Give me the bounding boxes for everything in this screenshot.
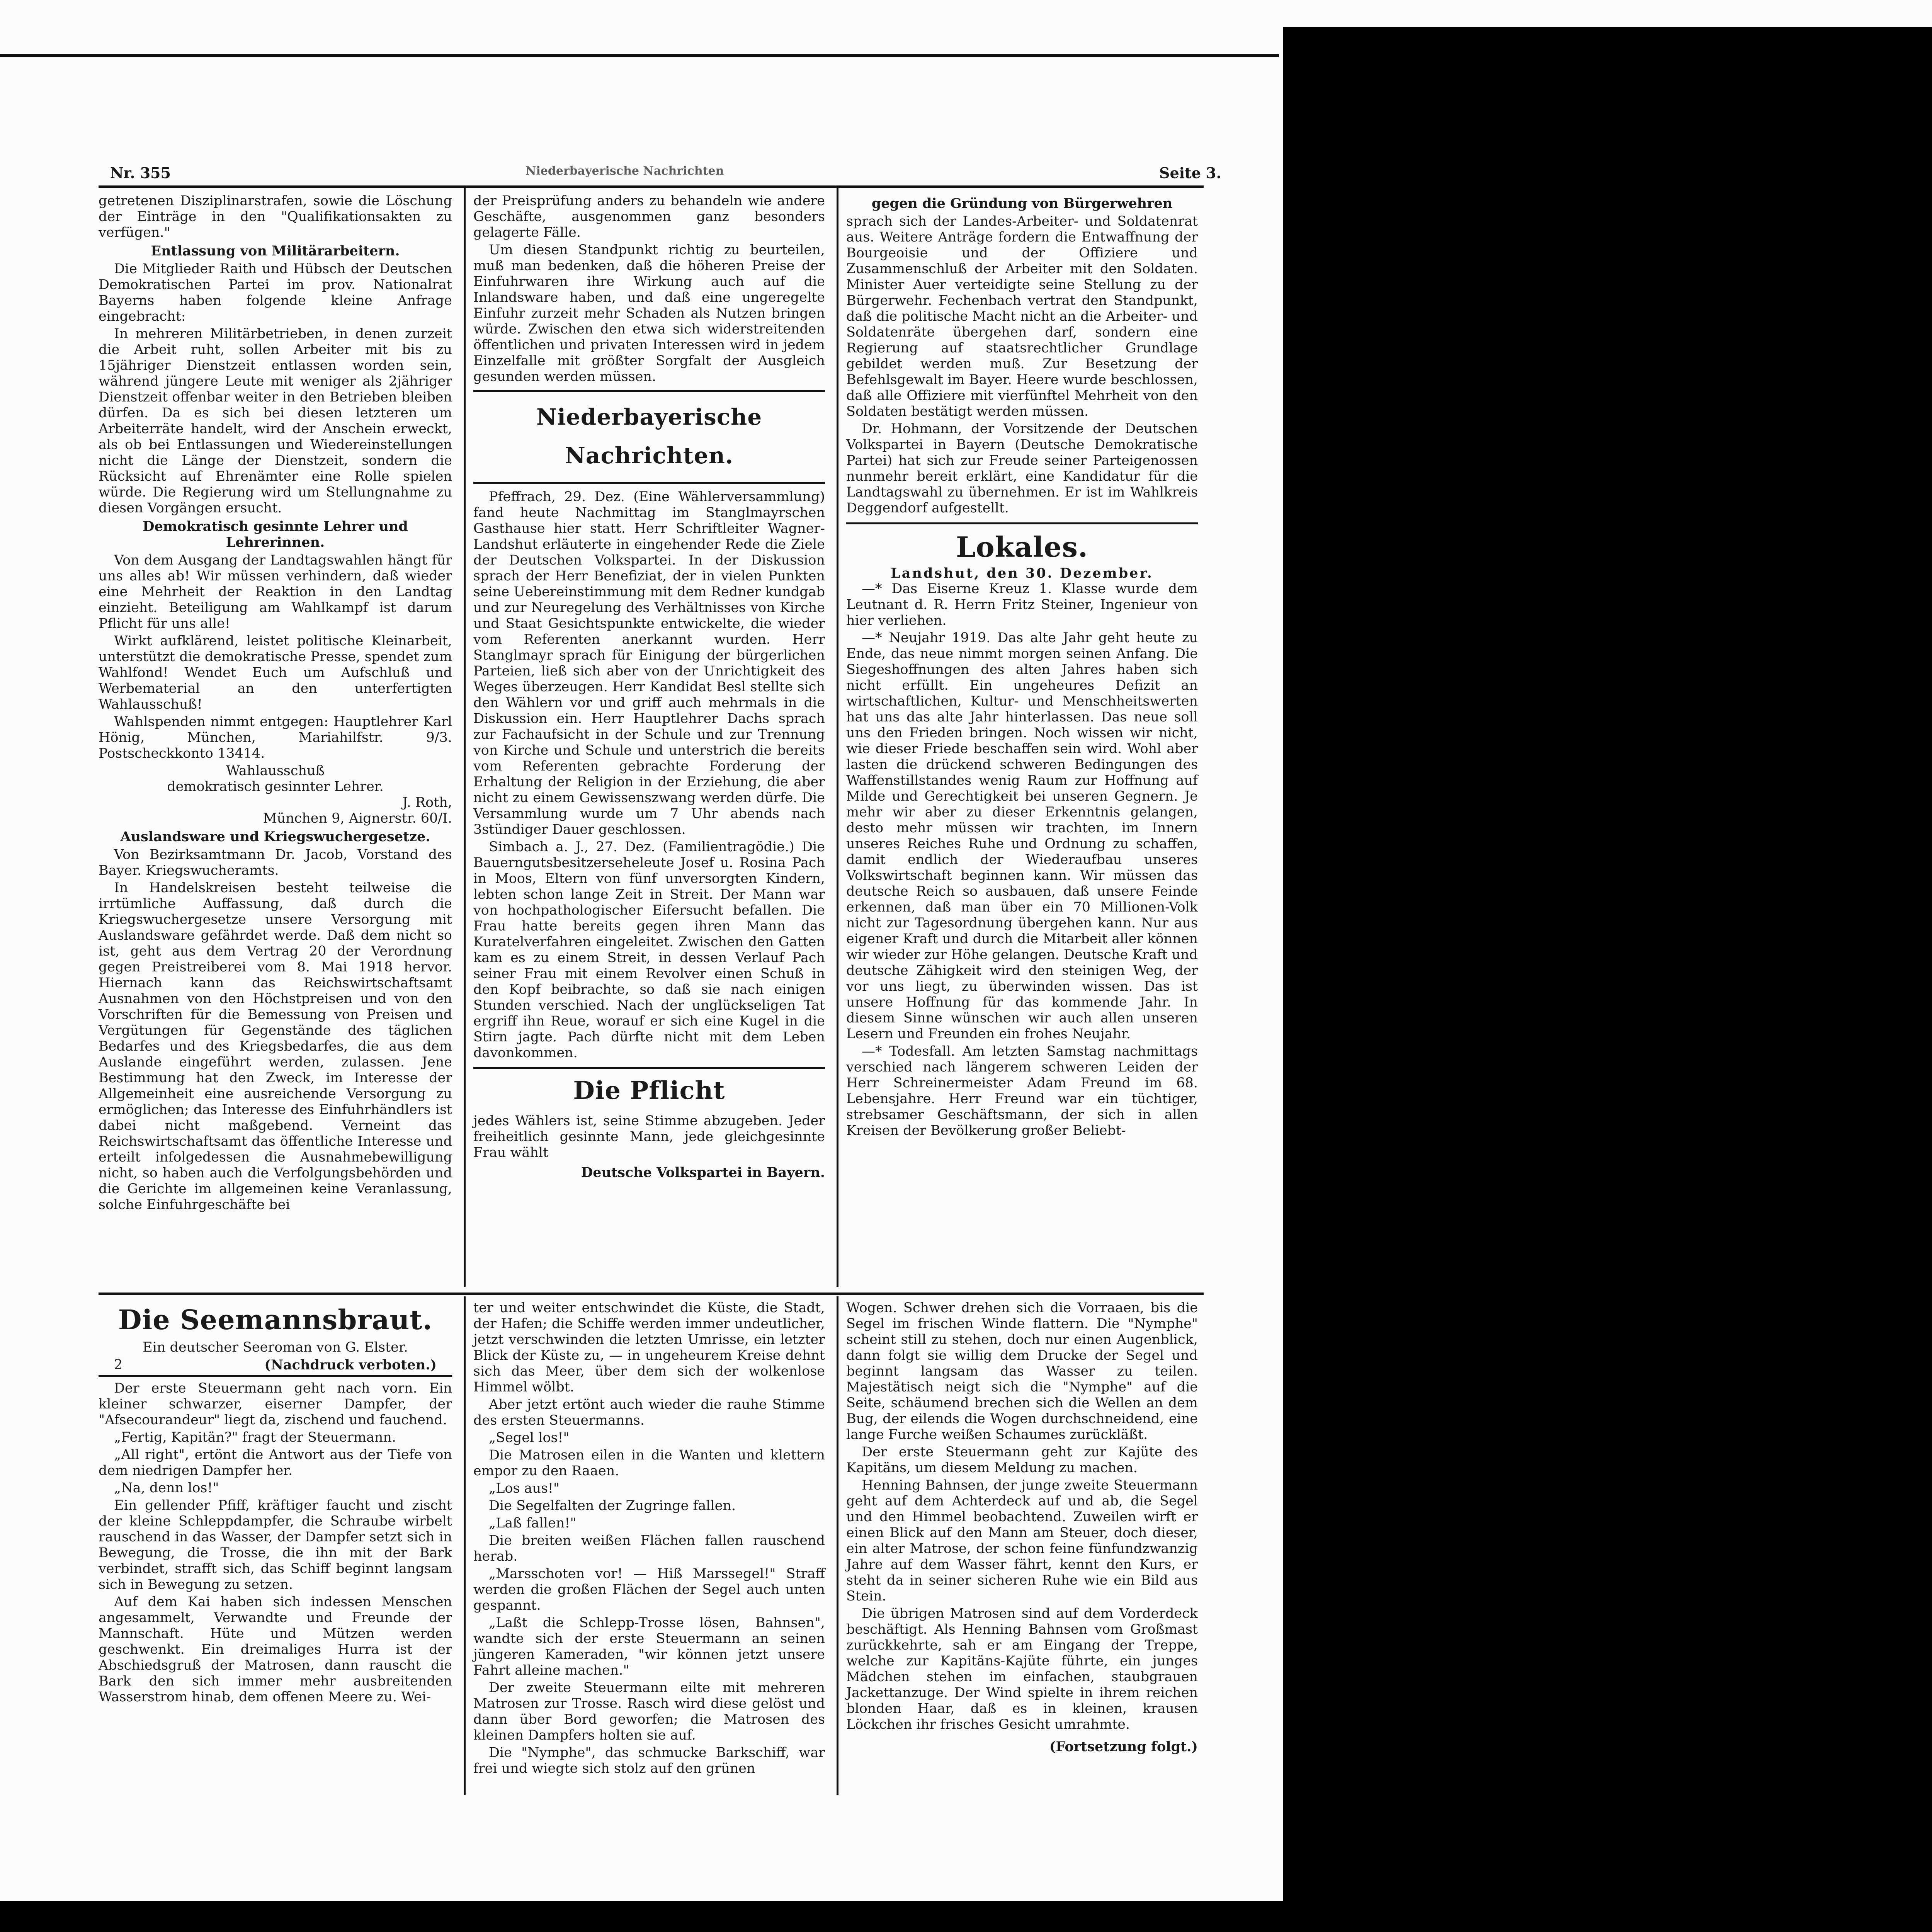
ad-headline: Die Pflicht	[573, 1076, 725, 1105]
serial-title: Die Seemannsbraut.	[118, 1304, 433, 1336]
signature-committee: Wahlausschuß	[226, 763, 325, 779]
section-rule	[473, 1067, 825, 1069]
paragraph: „Marsschoten vor! — Hiß Marssegel!" Straff werden die großen Flächen der Segel auch unten gespannt.	[473, 1566, 825, 1613]
headline-auslandsware: Auslandsware und Kriegswuchergesetze.	[120, 829, 430, 845]
paragraph: In mehreren Militärbetrieben, in denen zurzeit die Arbeit ruht, sollen Arbeiter mit bis zu 15jähriger Dienstzeit entlassen worden sein, während jüngere Leute mit weniger als 2jähriger Dienstzeit offenbar weiter in den Betrieben bleiben dürfen. Da es sich bei diesen letzteren um Arbeiterräte handelt, wird der Anschein erweckt, als ob bei Entlassungen und Wiedereinstellungen nicht die Länge der Dienstzeit, sondern die Rücksicht auf Ehrenämter eine Rolle spielen würde. Die Regierung wird um Stellungnahme zu diesen Vorgängen ersucht.	[99, 326, 452, 516]
paragraph: „Los aus!"	[489, 1481, 560, 1496]
column-divider	[837, 187, 838, 1287]
paragraph: Von dem Ausgang der Landtagswahlen hängt für uns alles ab! Wir müssen verhindern, daß wieder eine Mehrheit der Reaktion in den Landtag einzieht. Beteiligung am Wahlkampf ist darum Pflicht für uns alle!	[99, 553, 452, 631]
serial-subtitle: Ein deutscher Seeroman von G. Elster.	[143, 1340, 408, 1355]
section-masthead-box	[473, 390, 825, 484]
paragraph: Wirkt aufklärend, leistet politische Kleinarbeit, unterstützt die demokratische Presse, spendet zum Wahlfond! Wendet Euch um Aufschluß und Werbematerial an den unterfertigten Wahlausschuß!	[99, 633, 452, 712]
serial-note: (Nachdruck verboten.)	[264, 1357, 437, 1373]
news-eisernes-kreuz: —* Das Eiserne Kreuz 1. Klasse wurde dem Leutnant d. R. Herrn Fritz Steiner, Ingenieur von hier verliehen.	[846, 581, 1198, 628]
serial-meta	[114, 1357, 437, 1373]
news-todesfall: —* Todesfall. Am letzten Samstag nachmittags verschied nach längerem schweren Leiden der Herr Schreinermeister Adam Freund im 68. Lebensjahre. Herr Freund war ein tüchtiger, strebsamer Geschäftsmann, der sich in allen Kreisen der Bevölkerung großer Beliebt-	[846, 1044, 1198, 1138]
paragraph: „Na, denn los!"	[114, 1480, 219, 1496]
column-divider	[837, 1296, 838, 1795]
column-2	[473, 193, 825, 1180]
serial-column-3	[846, 1300, 1198, 1755]
scan-top-strip	[0, 0, 1932, 27]
paragraph: Die Mitglieder Raith und Hübsch der Deutschen Demokratischen Partei im prov. Nationalrat Bayerns haben folgende kleine Anfrage eingebracht:	[99, 261, 452, 324]
serial-rule	[99, 1375, 452, 1377]
paragraph: „All right", ertönt die Antwort aus der Tiefe von dem niedrigen Dampfer her.	[99, 1447, 452, 1478]
page-number: Seite 3.	[1159, 164, 1221, 182]
paragraph: Um diesen Standpunkt richtig zu beurteilen, muß man bedenken, daß die höheren Preise der Einfuhrwaren ihre Wirkung auch auf die Inlandsware haben, und daß eine ungeregelte Einfuhr zurzeit mehr Schaden als Nutzen bringen würde. Zwischen den etwa sich widerstreitenden öffentlichen und privaten Interessen wird in jedem Einzelfalle mit größter Sorgfalt der Ausgleich gesunden werden müssen.	[473, 242, 825, 384]
article-continuation: getretenen Disziplinarstrafen, sowie die Löschung der Einträge in den "Qualifikationsakten zu verfügen."	[99, 193, 452, 240]
paragraph: Die breiten weißen Flächen fallen rauschend herab.	[473, 1533, 825, 1564]
serial-column-2	[473, 1300, 825, 1778]
paragraph: „Laß fallen!"	[489, 1515, 577, 1531]
column-1	[99, 193, 452, 1214]
paragraph: „Fertig, Kapitän?" fragt der Steuermann.	[114, 1430, 396, 1445]
header-rule	[99, 185, 1204, 188]
top-border-rule	[0, 54, 1279, 57]
article-continuation: der Preisprüfung anders zu behandeln wie andere Geschäfte, ausgenommen ganz besonders gelagerte Fälle.	[473, 193, 825, 240]
paragraph: Die Matrosen eilen in die Wanten und klettern empor zu den Raaen.	[473, 1447, 825, 1479]
paragraph: In Handelskreisen besteht teilweise die irrtümliche Auffassung, daß durch die Kriegswuchergesetze unsere Versorgung mit Auslandsware gefährdet werde. Daß dem nicht so ist, geht aus dem Vertrag 20 der Verordnung gegen Preistreiberei vom 8. Mai 1918 hervor. Hiernach kann das Reichswirtschaftsamt Ausnahmen von den Höchstpreisen und von den Vorschriften für die Bemessung von Preisen und Vergütungen für Gegenstände des täglichen Bedarfes und des Kriegsbedarfes, die aus dem Auslande eingeführt werden, zulassen. Jene Bestimmung hat den Zweck, im Interesse der Allgemeinheit eine ausreichende Versorgung zu ermöglichen; das Interesse des Einfuhrhändlers ist dabei nicht maßgebend. Verneint das Reichswirtschaftsamt das öffentliche Interesse und erteilt infolgedessen die Ausnahmebewilligung nicht, so haben auch die Verfolgungsbehörden und die Gerichte im allgemeinen keine Veranlassung, solche Einfuhrgeschäfte bei	[99, 880, 452, 1213]
ad-signature: Deutsche Volkspartei in Bayern.	[581, 1165, 825, 1180]
section-rule	[846, 522, 1198, 524]
paragraph: „Segel los!"	[489, 1430, 570, 1446]
paragraph: „Laßt die Schlepp-Trosse lösen, Bahnsen", wandte sich der erste Steuermann an seinen jüngeren Kameraden, "wir können jetzt unsere Fahrt alleine machen."	[473, 1615, 825, 1678]
paragraph: sprach sich der Landes-Arbeiter- und Soldatenrat aus. Weitere Anträge fordern die Entwaffnung der Bourgeoisie und der Offiziere und Zusammenschluß der Arbeiter mit den Soldaten. Minister Auer verteidigte seine Stellung zu der Bürgerwehr. Fechenbach vertrat den Standpunkt, daß die politische Macht nicht an die Arbeiter- und Soldatenräte übergehen darf, sondern eine Regierung auf staatsrechtlicher Grundlage gebildet werden muß. Zur Besetzung der Befehlsgewalt im Bayer. Heere wurde beschlossen, daß alle Offiziere mit vierfünftel Mehrheit von den Soldaten bestätigt werden müssen.	[846, 214, 1198, 419]
paragraph: Die Segelfalten der Zugringe fallen.	[489, 1498, 736, 1514]
paragraph: Der erste Steuermann geht zur Kajüte des Kapitäns, um diesem Meldung zu machen.	[846, 1444, 1198, 1476]
news-simbach: Simbach a. J., 27. Dez. (Familientragödie.) Die Bauerngutsbesitzerseheleute Josef u. Rosina Pach in Moos, Eltern von fünf unversorgten Kindern, lebten schon lange Zeit in Streit. Der Mann war von hochpathologischer Eifersucht befallen. Die Frau hatte bereits gegen ihren Mann das Kuratelverfahren eingeleitet. Zwischen den Gatten kam es zu einem Streit, in dessen Verlauf Pach seiner Frau mit einem Revolver einen Schuß in den Kopf beibrachte, so daß sie nach einigen Stunden verschied. Nach der unglückseligen Tat ergriff ihn Reue, worauf er sich eine Kugel in die Stirn jagte. Pach dürfte nicht mit dem Leben davonkommen.	[473, 839, 825, 1061]
column-divider	[464, 1296, 466, 1795]
headline-buergerwehren: gegen die Gründung von Bürgerwehren	[871, 196, 1173, 211]
column-divider	[464, 187, 466, 1287]
paragraph: Wahlspenden nimmt entgegen: Hauptlehrer Karl Hönig, München, Mariahilfstr. 9/3. Postscheckkonto 13414.	[99, 714, 452, 761]
paragraph: Dr. Hohmann, der Vorsitzende der Deutschen Volkspartei in Bayern (Deutsche Demokratische Partei) hat sich zur Freude seiner Parteigenossen nunmehr bereit erklärt, eine Kandidatur für die Landtagswahl zu übernehmen. Er ist im Wahlkreis Deggendorf aufgestellt.	[846, 421, 1198, 516]
column-3	[846, 193, 1198, 1140]
headline-militaerarbeiter: Entlassung von Militärarbeitern.	[151, 243, 400, 259]
section-masthead: Niederbayerische Nachrichten.	[536, 404, 762, 469]
paragraph: Der erste Steuermann geht nach vorn. Ein kleiner schwarzer, eiserner Dampfer, der "Afsecourandeur" liegt da, zischend und fauchend.	[99, 1381, 452, 1428]
serial-column-1	[99, 1300, 452, 1707]
paragraph: Die "Nymphe", das schmucke Barkschiff, war frei und wiegte sich stolz auf den grünen	[473, 1745, 825, 1776]
paragraph: Henning Bahnsen, der junge zweite Steuermann geht auf dem Achterdeck auf und ab, die Segel und den Himmel beobachtend. Zuweilen wirft er einen Blick auf den Mann am Steuer, doch dieser, ein alter Matrose, der schon feine fünfundzwanzig Jahre auf dem Wasser fährt, kennt den Kurs, er steht da in seiner sicheren Ruhe wie ein Bild aus Stein.	[846, 1478, 1198, 1604]
paper-title: Niederbayerische Nachrichten	[526, 164, 724, 178]
signature-address: München 9, Aignerstr. 60/I.	[263, 811, 452, 826]
signature-name: J. Roth,	[402, 795, 452, 810]
news-neujahr: —* Neujahr 1919. Das alte Jahr geht heute zu Ende, das neue nimmt morgen seinen Anfang. Die Siegeshoffnungen des alten Jahres haben sich nicht erfüllt. Ein ungeheures Defizit an wirtschaftlichen, Kultur- und Menschheitswerten hat uns das alte Jahr hinterlassen. Das neue soll uns den Frieden bringen. Noch wissen wir nicht, wie dieser Friede beschaffen sein wird. Wohl aber lasten die drückend schweren Bedingungen des Waffenstillstandes wenig Raum zur Hoffnung auf Milde und Gerechtigkeit bei unseren Gegnern. Je mehr wir aber zu dieser Erkenntnis gelangen, desto mehr müssen wir trachten, im Innern unseres Reiches Ruhe und Ordnung zu schaffen, damit endlich der Wiederaufbau unseres Volkswirtschaft beginnen kann. Wir müssen das deutsche Reich so ausbauen, daß unsere Feinde erkennen, daß man über ein 70 Millionen-Volk nicht zur Tagesordnung übergehen kann. Nur aus eigener Kraft und durch die Mitarbeit aller können wir wieder zur Höhe gelangen. Deutsche Kraft und deutsche Zähigkeit wird den steinigen Weg, der vor uns liegt, zu überwinden wissen. Das ist unsere Hoffnung für das kommende Jahr. In diesem Sinne wünschen wir auch allen unseren Lesern und Freunden ein frohes Neujahr.	[846, 630, 1198, 1042]
paragraph: ter und weiter entschwindet die Küste, die Stadt, der Hafen; die Schiffe werden immer undeutlicher, jetzt verschwinden die letzten Umrisse, ein letzter Blick der Küste zu, — in ungeheurem Kreise dehnt sich das Meer, über dem sich der wolkenlose Himmel wölbt.	[473, 1300, 825, 1395]
section-masthead-lokales: Lokales.	[956, 531, 1088, 563]
feuilleton-rule	[99, 1293, 1204, 1295]
paragraph: Aber jetzt ertönt auch wieder die rauhe Stimme des ersten Steuermanns.	[473, 1397, 825, 1428]
headline-lehrer: Demokratisch gesinnte Lehrer und Lehrerinnen.	[143, 519, 408, 550]
paragraph: Ein gellender Pfiff, kräftiger faucht und zischt der kleine Schleppdampfer, die Schraube wirbelt rauschend in das Wasser, der Dampfer setzt sich in Bewegung, die Trosse, die ihn mit der Bark verbindet, strafft sich, das Schiff beginnt langsam sich in Bewegung zu setzen.	[99, 1498, 452, 1592]
signature-committee-sub: demokratisch gesinnter Lehrer.	[167, 779, 384, 794]
byline: Von Bezirksamtmann Dr. Jacob, Vorstand des Bayer. Kriegswucheramts.	[99, 847, 452, 878]
serial-continuation: (Fortsetzung folgt.)	[1049, 1739, 1198, 1755]
paragraph: Die übrigen Matrosen sind auf dem Vorderdeck beschäftigt. Als Henning Bahnsen vom Großmast zurückkehrte, sah er am Eingang der Treppe, welche zur Kapitäns-Kajüte führte, ein junges Mädchen stehen im einfachen, staubgrauen Jackettanzuge. Der Wind spielte in ihrem reichen blonden Haar, daß es in kleinen, krausen Löckchen ihr frisches Gesicht umrahmte.	[846, 1606, 1198, 1732]
dateline: Landshut, den 30. Dezember.	[891, 565, 1153, 581]
paragraph: Auf dem Kai haben sich indessen Menschen angesammelt, Verwandte und Freunde der Mannschaft. Hüte und Mützen werden geschwenkt. Ein dreimaliges Hurra ist der Abschiedsgruß der Matrosen, dann rauscht die Bark den sich immer mehr ausbreitenden Wasserstrom hinab, dem offenen Meere zu. Wei-	[99, 1594, 452, 1705]
ad-text: jedes Wählers ist, seine Stimme abzugeben. Jeder freiheitlich gesinnte Mann, jede gleichgesinnte Frau wählt	[473, 1113, 825, 1160]
issue-number: Nr. 355	[110, 164, 171, 182]
paragraph: Der zweite Steuermann eilte mit mehreren Matrosen zur Trosse. Rasch wird diese gelöst und dann über Bord geworfen; die Matrosen des kleinen Dampfers holten sie auf.	[473, 1680, 825, 1743]
serial-part: 2	[114, 1357, 123, 1372]
paragraph: Wogen. Schwer drehen sich die Vorraaen, bis die Segel im frischen Winde flattern. Die "Nymphe" scheint still zu stehen, doch nur einen Augenblick, dann folgt sie willig dem Drucke der Segel und beginnt langsam das Wasser zu teilen. Majestätisch neigt sich die "Nymphe" auf die Seite, schäumend brechen sich die Wellen an dem Bug, der eilends die Wogen durchschneidend, eine lange Furche weißen Schaumes zurückläßt.	[846, 1300, 1198, 1442]
news-pfeffrach: Pfeffrach, 29. Dez. (Eine Wählerversammlung) fand heute Nachmittag im Stanglmayrschen Gasthause hier statt. Herr Schriftleiter Wagner-Landshut erläuterte in eingehender Rede die Ziele der Deutschen Volkspartei. In der Diskussion sprach der Herr Benefiziat, der in vielen Punkten seine Uebereinstimmung mit dem Redner kundgab und zur Neuregelung des Verhältnisses von Kirche und Staat Gesichtspunkte entwickelte, die wieder vom Referenten anerkannt wurden. Herr Stanglmayr sprach für Einigung der bürgerlichen Parteien, ließ sich aber von der Unrichtigkeit des Weges überzeugen. Herr Kandidat Besl stellte sich den Wählern vor und griff auch mehrmals in die Diskussion ein. Herr Hauptlehrer Dachs sprach zur Fachaufsicht in der Schule und zur Trennung von Kirche und Schule und unterstrich die bereits vom Referenten gebrachte Forderung der Erhaltung der Religion in der Erziehung, die aber nicht zu einem Gewissenszwang werden dürfe. Die Versammlung wurde um 7 Uhr abends nach 3stündiger Dauer geschlossen.	[473, 489, 825, 837]
